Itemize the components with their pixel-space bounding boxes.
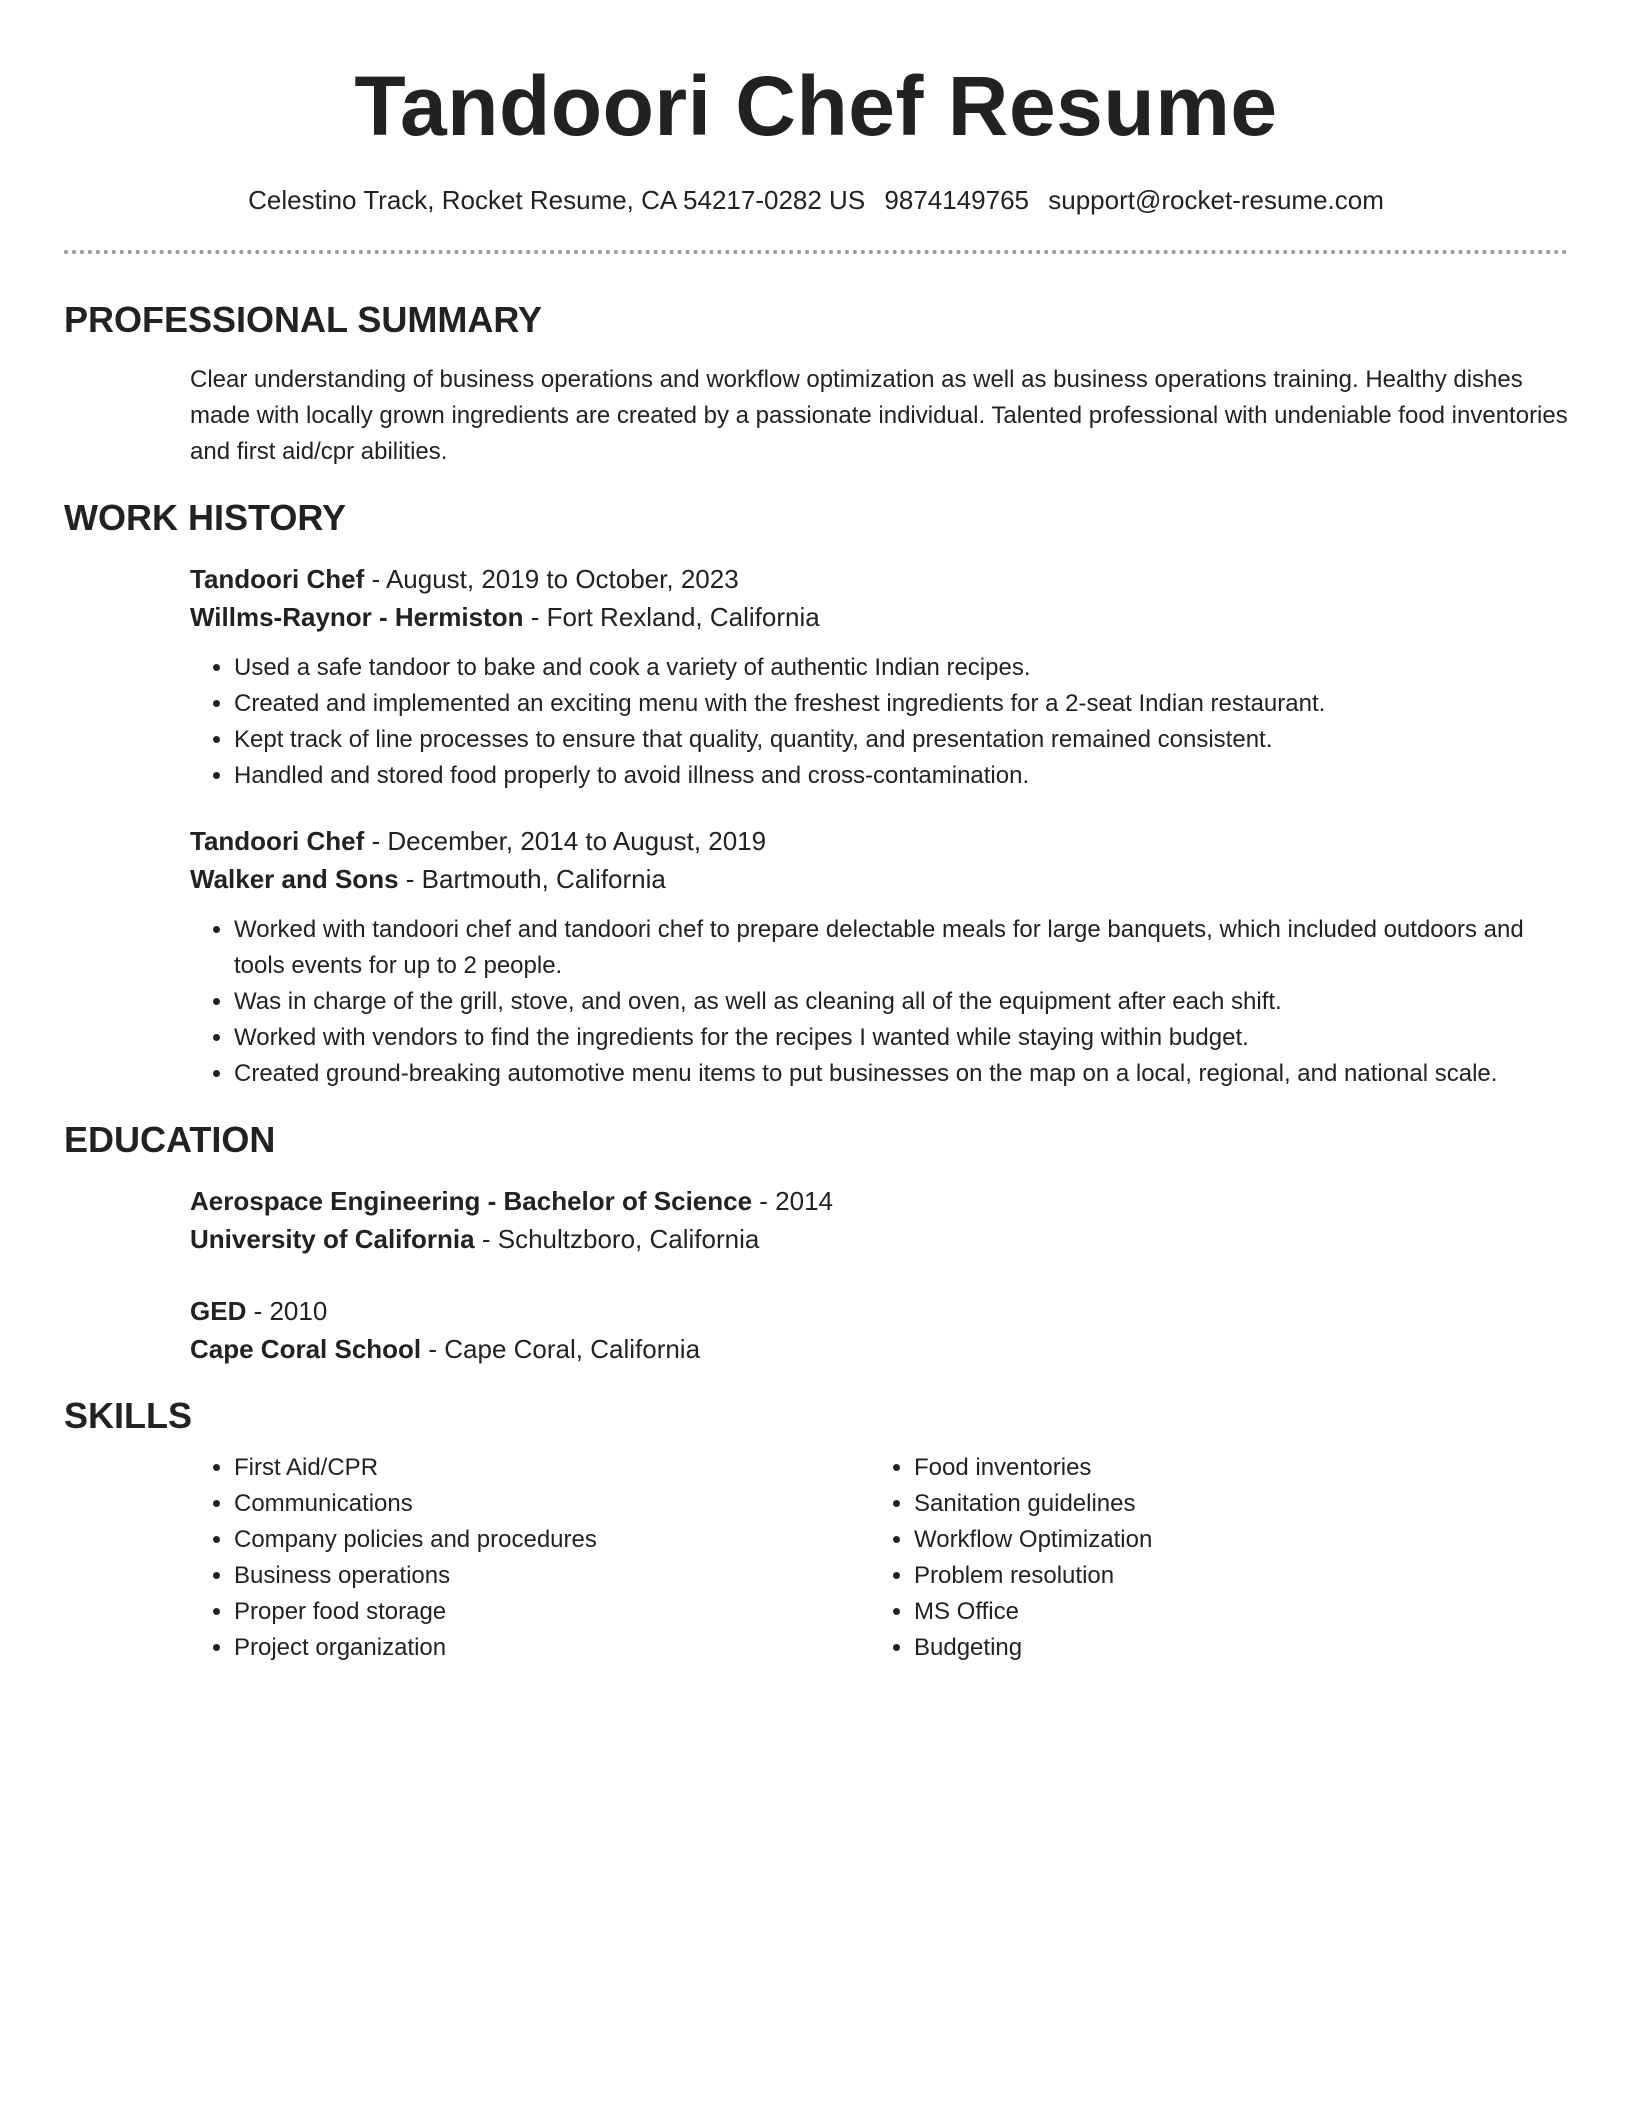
education-year: - 2014 [752,1186,834,1216]
education-school-line [190,1220,1568,1258]
job-company: Willms-Raynor - Hermiston [190,602,524,632]
work-history-heading: WORK HISTORY [64,497,347,538]
skill-item: • Sanitation guidelines [914,1486,1550,1522]
skill-item: • Problem resolution [914,1558,1550,1594]
job-bullet: • Handled and stored food properly to avoid illness and cross-contamination. [234,758,1568,794]
education-year: - 2010 [246,1296,328,1326]
education-section [64,1118,1568,1368]
job-bullet: • Used a safe tandoor to bake and cook a variety of authentic Indian recipes. [234,650,1568,686]
skill-item: • Business operations [234,1558,870,1594]
education-degree-line [190,1182,1568,1220]
skills-column-right [870,1450,1550,1666]
skills-columns [64,1450,1568,1666]
summary-heading: PROFESSIONAL SUMMARY [64,299,543,340]
job-company: Walker and Sons [190,864,399,894]
work-history-section [64,496,1568,1092]
skills-column-left [190,1450,870,1666]
job-bullet: • Worked with tandoori chef and tandoori chef to prepare delectable meals for large banquets, which included outdoors and tools events for up to 2 people. [234,912,1568,984]
job-bullets [190,650,1568,794]
education-location: - Schultzboro, California [474,1224,760,1254]
job-entry [64,560,1568,794]
job-dates: - August, 2019 to October, 2023 [364,564,739,594]
job-company-line [190,598,1568,636]
skills-list-left [190,1450,870,1666]
job-company-line [190,860,1568,898]
job-entry [64,822,1568,1092]
education-degree: Aerospace Engineering - Bachelor of Science [190,1186,753,1216]
contact-address: Celestino Track, Rocket Resume, CA 54217-0282 US [248,185,866,215]
contact-line [64,182,1568,218]
skills-section [64,1394,1568,1666]
summary-text: Clear understanding of business operations and workflow optimization as well as business operations training. Healthy dishes made with locally grown ingredients are created by a passionate individual. Talented professional with undeniable food inventories and first aid/cpr abilities. [190,366,1568,465]
job-bullet: • Created and implemented an exciting menu with the freshest ingredients for a 2-seat Indian restaurant. [234,686,1568,722]
skill-item: • Proper food storage [234,1594,870,1630]
skill-item: • Food inventories [914,1450,1550,1486]
skill-item: • MS Office [914,1594,1550,1630]
contact-phone: 9874149765 [884,185,1030,215]
job-location: - Bartmouth, California [398,864,666,894]
job-title-line [190,560,1568,598]
job-dates: - December, 2014 to August, 2019 [364,826,767,856]
job-title: Tandoori Chef [190,826,365,856]
contact-email: support@rocket-resume.com [1048,185,1384,215]
job-bullet: • Was in charge of the grill, stove, and oven, as well as cleaning all of the equipment after each shift. [234,984,1568,1020]
education-school-line [190,1330,1568,1368]
skills-list-right [870,1450,1550,1666]
education-entry [64,1292,1568,1368]
education-school: Cape Coral School [190,1334,422,1364]
job-title-line [190,822,1568,860]
job-bullet: • Kept track of line processes to ensure that quality, quantity, and presentation remained consistent. [234,722,1568,758]
education-school: University of California [190,1224,475,1254]
skill-item: • Budgeting [914,1630,1550,1666]
job-title: Tandoori Chef [190,564,365,594]
education-location: - Cape Coral, California [421,1334,701,1364]
header-divider [64,250,1568,254]
job-bullet: • Worked with vendors to find the ingredients for the recipes I wanted while staying within budget. [234,1020,1568,1056]
skills-heading: SKILLS [64,1395,193,1436]
skill-item: • Company policies and procedures [234,1522,870,1558]
skill-item: • Communications [234,1486,870,1522]
education-heading: EDUCATION [64,1119,276,1160]
job-bullets [190,912,1568,1092]
skill-item: • Project organization [234,1630,870,1666]
skill-item: • Workflow Optimization [914,1522,1550,1558]
education-entry [64,1182,1568,1258]
summary-section [64,298,1568,470]
education-degree: GED [190,1296,247,1326]
job-location: - Fort Rexland, California [523,602,820,632]
education-degree-line [190,1292,1568,1330]
skill-item: • First Aid/CPR [234,1450,870,1486]
page-title: Tandoori Chef Resume [354,59,1278,153]
job-bullet: • Created ground-breaking automotive menu items to put businesses on the map on a local, regional, and national scale. [234,1056,1568,1092]
